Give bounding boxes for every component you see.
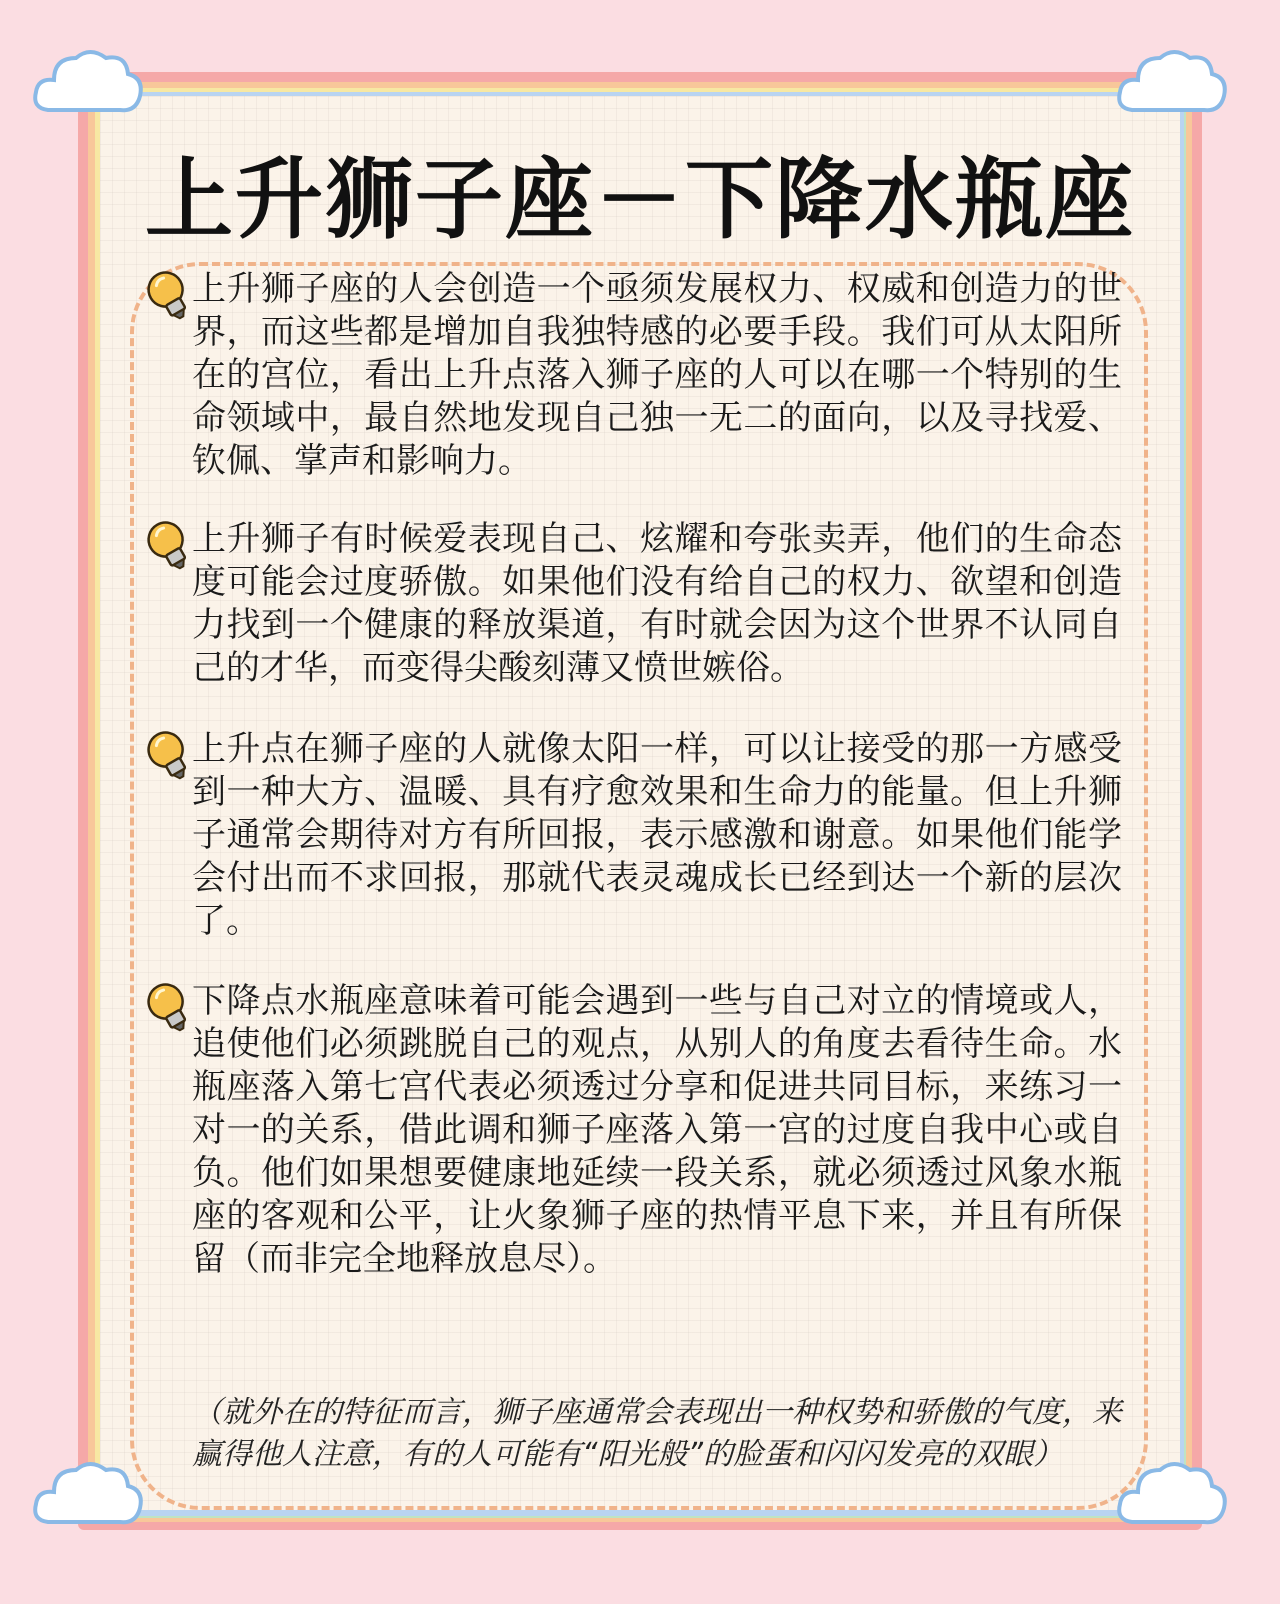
lightbulb-icon (140, 728, 194, 788)
cloud-icon (1112, 40, 1232, 130)
page-title: 上升狮子座－下降水瓶座 (144, 148, 1135, 251)
cloud-icon (28, 40, 148, 130)
paragraph-descendant-aquarius: 下降点水瓶座意味着可能会遇到一些与自己对立的情境或人，追使他们必须跳脱自己的观点，从别人的角度去看待生命。水瓶座落入第七宫代表必须透过分享和促进共同目标，来练习一对一的关系，借此调和狮子座落入第一宫的过度自我中心或自负。他们如果想要健康地延续一段关系，就必须透过风象水瓶座的客观和公平，让火象狮子座的热情平息下来，并且有所保留（而非完全地释放息尽）。 (192, 981, 1122, 1279)
lightbulb-icon (140, 980, 194, 1040)
lightbulb-icon (140, 268, 194, 328)
paragraph-leo-like-sun: 上升点在狮子座的人就像太阳一样，可以让接受的那一方感受到一种大方、温暖、具有疗愈效果和生命力的能量。但上升狮子通常会期待对方有所回报，表示感激和谢意。如果他们能学会付出而不求回报，那就代表灵魂成长已经到达一个新的层次了。 (192, 729, 1122, 941)
cloud-icon (28, 1452, 148, 1542)
paragraph-leo-showing-off: 上升狮子有时候爱表现自己、炫耀和夸张卖弄，他们的生命态度可能会过度骄傲。如果他们没有给自己的权力、欲望和创造力找到一个健康的释放渠道，有时就会因为这个世界不认同自己的才华，而变得尖酸刻薄又愤世嫉俗。 (192, 519, 1122, 688)
lightbulb-icon (140, 518, 194, 578)
paragraph-ascendant-leo: 上升狮子座的人会创造一个亟须发展权力、权威和创造力的世界，而这些都是增加自我独特感的必要手段。我们可从太阳所在的宫位，看出上升点落入狮子座的人可以在哪一个特别的生命领域中，最自然地发现自己独一无二的面向，以及寻找爱、钦佩、掌声和影响力。 (192, 269, 1122, 481)
footnote-appearance: （就外在的特征而言，狮子座通常会表现出一种权势和骄傲的气度，来赢得他人注意，有的人可能有“阳光般”的脸蛋和闪闪发亮的双眼） (192, 1395, 1122, 1472)
